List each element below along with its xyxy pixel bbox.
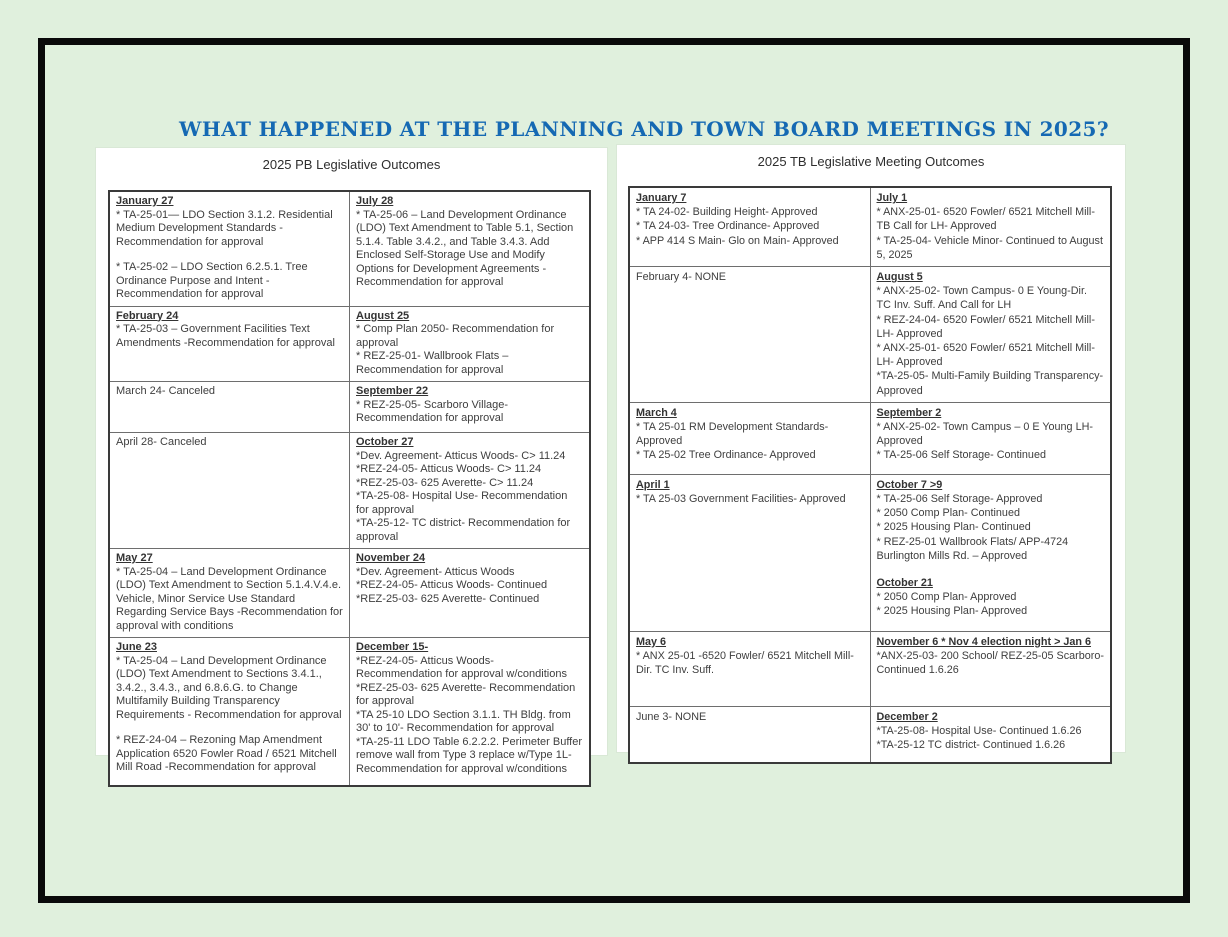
meeting-item: * TA-25-06 Self Storage- Approved xyxy=(876,493,1043,506)
meeting-cell xyxy=(870,402,1111,474)
meeting-row xyxy=(629,474,1111,631)
meeting-cell xyxy=(350,306,591,382)
meeting-item: * TA-25-02 – LDO Section 6.2.5.1. Tree Ordinance Purpose and Intent -Recommendation for approval xyxy=(116,261,308,300)
meeting-row xyxy=(629,402,1111,474)
page-title: WHAT HAPPENED AT THE PLANNING AND TOWN BOARD MEETINGS IN 2025? xyxy=(179,117,1109,141)
meeting-item: *REZ-25-03- 625 Averette- Continued xyxy=(356,592,540,605)
meeting-cell xyxy=(629,187,870,267)
meeting-row xyxy=(629,706,1111,763)
meeting-cell xyxy=(870,187,1111,267)
meeting-date-heading: May 6 xyxy=(636,635,667,648)
meeting-item: February 4- NONE xyxy=(636,271,726,284)
meeting-date-heading: January 7 xyxy=(636,192,687,204)
meeting-date-heading: August 25 xyxy=(356,309,410,322)
meeting-row xyxy=(109,549,590,638)
tb-outcomes-panel xyxy=(617,145,1125,752)
pb-outcomes-panel xyxy=(96,148,607,775)
meeting-date-heading: November 6 * Nov 4 election night > Jan 6 xyxy=(876,635,1092,648)
pb-panel-title: 2025 PB Legislative Outcomes xyxy=(262,157,441,172)
meeting-item: *REZ-25-03- 625 Averette- Recommendation for approval xyxy=(356,681,576,707)
meeting-item: * REZ-24-04 – Rezoning Map Amendment Application 6520 Fowler Road / 6521 Mitchell Mill Road -Recommendation for approval xyxy=(116,734,337,773)
meeting-item: March 24- Canceled xyxy=(116,385,216,397)
meeting-cell xyxy=(629,706,870,763)
meeting-date-heading: December 2 xyxy=(876,710,938,723)
meeting-date-heading: September 22 xyxy=(356,385,429,397)
meeting-item: * TA 25-01 RM Development Standards- Approved xyxy=(636,421,829,448)
meeting-item: * ANX-25-02- Town Campus – 0 E Young LH- Approved xyxy=(876,421,1093,448)
meeting-item: * TA-25-03 – Government Facilities Text Amendments -Recommendation for approval xyxy=(116,323,335,349)
meeting-date-heading: July 1 xyxy=(876,192,908,204)
meeting-item: * TA 24-03- Tree Ordinance- Approved xyxy=(636,220,820,233)
meeting-item: *ANX-25-03- 200 School/ REZ-25-05 Scarboro- Continued 1.6.26 xyxy=(876,650,1104,677)
meeting-item: *TA-25-05- Multi-Family Building Transparency- Approved xyxy=(876,370,1104,397)
meeting-date-heading: February 24 xyxy=(116,309,179,322)
meeting-cell xyxy=(109,382,350,433)
meeting-row xyxy=(109,433,590,549)
meeting-item: * TA 25-02 Tree Ordinance- Approved xyxy=(636,449,816,462)
meeting-item: * TA-25-06 Self Storage- Continued xyxy=(876,449,1046,462)
meeting-item: * REZ-25-01 Wallbrook Flats/ APP-4724 Burlington Mills Rd. – Approved xyxy=(876,535,1069,562)
meeting-item: * TA-25-01— LDO Section 3.1.2. Residential Medium Development Standards - Recommendation for approval xyxy=(116,208,333,248)
meeting-item: *TA-25-12- TC district- Recommendation for approval xyxy=(356,517,571,543)
meeting-date-heading: October 7 >9 xyxy=(876,478,943,491)
meeting-item: *REZ-25-03- 625 Averette- C> 11.24 xyxy=(356,476,534,489)
meeting-cell xyxy=(629,631,870,706)
meeting-item: * REZ-25-01- Wallbrook Flats – Recommendation for approval xyxy=(356,350,509,376)
spacer xyxy=(116,249,343,261)
meeting-item: * TA 25-03 Government Facilities- Approved xyxy=(636,493,846,506)
meeting-date-heading: January 27 xyxy=(116,195,174,207)
meeting-cell xyxy=(350,638,591,786)
meeting-date-heading: November 24 xyxy=(356,552,426,564)
meeting-item: * ANX-25-01- 6520 Fowler/ 6521 Mitchell Mill- LH- Approved xyxy=(876,342,1095,369)
meeting-date-heading: March 4 xyxy=(636,406,677,419)
meeting-item: * ANX 25-01 -6520 Fowler/ 6521 Mitchell Mill- Dir. TC Inv. Suff. xyxy=(636,650,854,677)
meeting-cell xyxy=(109,638,350,786)
meeting-cell xyxy=(629,402,870,474)
meeting-row xyxy=(109,382,590,433)
meeting-item: *TA-25-12 TC district- Continued 1.6.26 xyxy=(876,739,1066,752)
meeting-date-heading: July 28 xyxy=(356,195,394,207)
meeting-item: * TA-25-04- Vehicle Minor- Continued to August 5, 2025 xyxy=(876,234,1103,261)
meeting-item: * TA-25-06 – Land Development Ordinance (LDO) Text Amendment to Table 5.1, Section 5.1.4. Table 3.4.2., and Table 3.4.3. Add Enclosed Self-Storage Use and Modify Options for Development Agreements -Recommendation for approval xyxy=(356,208,574,288)
meeting-cell xyxy=(870,706,1111,763)
meeting-item: *TA-25-08- Hospital Use- Continued 1.6.26 xyxy=(876,725,1082,738)
meeting-cell xyxy=(350,382,591,433)
meeting-date-heading: June 23 xyxy=(116,641,157,653)
meeting-row xyxy=(109,191,590,306)
tb-meetings-table xyxy=(628,186,1112,764)
meeting-cell xyxy=(629,267,870,403)
meeting-item: *REZ-24-05- Atticus Woods- C> 11.24 xyxy=(356,463,542,475)
meeting-cell xyxy=(870,474,1111,631)
meeting-row xyxy=(629,267,1111,403)
meeting-item: * REZ-25-05- Scarboro Village- Recommendation for approval xyxy=(356,398,509,424)
meeting-item: * 2025 Housing Plan- Approved xyxy=(876,605,1028,618)
meeting-item: June 3- NONE xyxy=(636,710,707,723)
meeting-date-heading: August 5 xyxy=(876,271,923,284)
meeting-row xyxy=(629,187,1111,267)
meeting-item: *REZ-24-05- Atticus Woods- Recommendation for approval w/conditions xyxy=(356,654,567,680)
meeting-cell xyxy=(870,631,1111,706)
meeting-item: *TA 25-10 LDO Section 3.1.1. TH Bldg. from 30' to 10'- Recommendation for approval xyxy=(356,708,571,734)
meeting-cell xyxy=(350,433,591,549)
meeting-cell xyxy=(870,267,1111,403)
meeting-cell xyxy=(109,433,350,549)
meeting-item: *Dev. Agreement- Atticus Woods- C> 11.24 xyxy=(356,449,566,462)
meeting-item: * 2050 Comp Plan- Continued xyxy=(876,507,1020,520)
meeting-date-heading: December 15- xyxy=(356,641,429,653)
meeting-item: *Dev. Agreement- Atticus Woods xyxy=(356,565,515,578)
meeting-item: * 2050 Comp Plan- Approved xyxy=(876,591,1017,604)
meeting-date-heading: May 27 xyxy=(116,552,153,564)
meeting-date-heading: April 1 xyxy=(636,478,670,491)
meeting-row xyxy=(109,638,590,786)
meeting-item: * APP 414 S Main- Glo on Main- Approved xyxy=(636,234,839,247)
meeting-date-heading: October 27 xyxy=(356,436,414,448)
meeting-item: *TA-25-08- Hospital Use- Recommendation for approval xyxy=(356,490,568,516)
meeting-item: *TA-25-11 LDO Table 6.2.2.2. Perimeter Buffer remove wall from Type 3 replace w/Type 1L- Recommendation for approval w/conditions xyxy=(356,735,583,775)
meeting-item: April 28- Canceled xyxy=(116,436,207,448)
meeting-cell xyxy=(109,549,350,638)
meeting-item: *REZ-24-05- Atticus Woods- Continued xyxy=(356,579,548,591)
meeting-item: * Comp Plan 2050- Recommendation for approval xyxy=(356,323,555,349)
meeting-cell xyxy=(109,191,350,306)
meeting-item: * ANX-25-02- Town Campus- 0 E Young-Dir. TC Inv. Suff. And Call for LH xyxy=(876,285,1087,312)
meeting-cell xyxy=(629,474,870,631)
meeting-row xyxy=(629,631,1111,706)
meeting-item: * 2025 Housing Plan- Continued xyxy=(876,521,1031,534)
meeting-item: * TA-25-04 – Land Development Ordinance (LDO) Text Amendment to Section 5.1.4.V.4.e. Vehicle, Minor Service Use Standard Regarding Service Bays -Recommendation for approval with conditions xyxy=(116,565,343,632)
tb-panel-title: 2025 TB Legislative Meeting Outcomes xyxy=(757,154,985,169)
meeting-item: * TA 24-02- Building Height- Approved xyxy=(636,206,818,219)
meeting-date-heading: September 2 xyxy=(876,406,942,419)
meeting-item: * TA-25-04 – Land Development Ordinance (LDO) Text Amendment to Sections 3.4.1., 3.4.2., 3.4.3., and 6.8.6.G. to Change Multifamily Building Transparency Requirements - Recommendation for approval xyxy=(116,654,342,721)
meeting-item: * ANX-25-01- 6520 Fowler/ 6521 Mitchell Mill- TB Call for LH- Approved xyxy=(876,206,1095,233)
pb-meetings-table xyxy=(108,190,591,787)
meeting-date-heading: October 21 xyxy=(876,577,933,590)
meeting-cell xyxy=(109,306,350,382)
meeting-item: * REZ-24-04- 6520 Fowler/ 6521 Mitchell Mill- LH- Approved xyxy=(876,313,1095,340)
meeting-row xyxy=(109,306,590,382)
meeting-cell xyxy=(350,549,591,638)
spacer xyxy=(116,722,343,734)
meeting-cell xyxy=(350,191,591,306)
